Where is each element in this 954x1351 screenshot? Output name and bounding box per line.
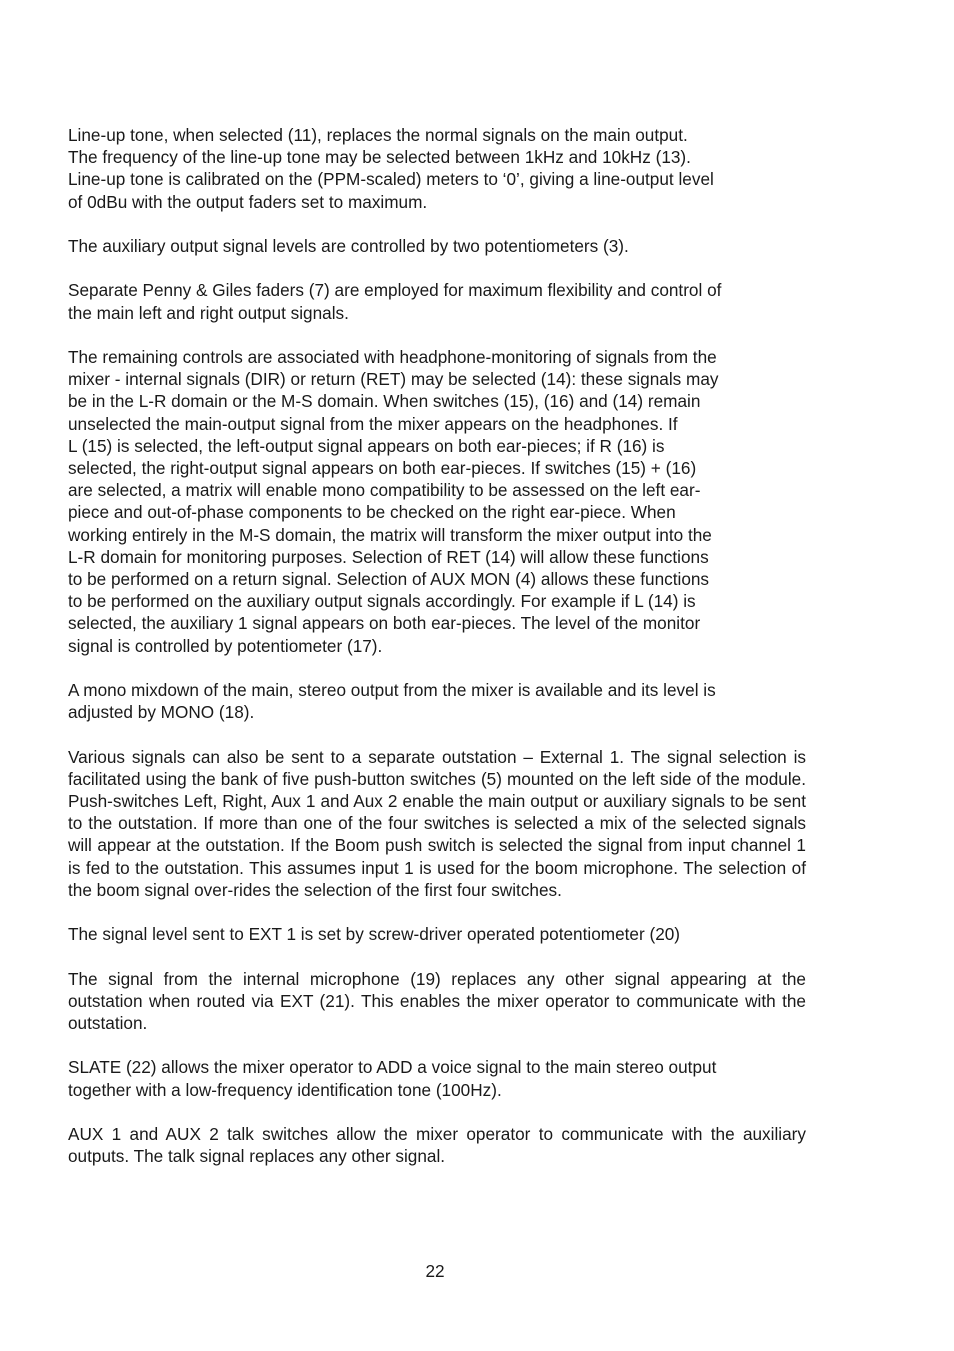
paragraph-talk-switches: AUX 1 and AUX 2 talk switches allow the mixer operator to communicate with the auxiliary outputs. The talk signal replaces any other signal. — [68, 1124, 806, 1167]
paragraph-faders: Separate Penny & Giles faders (7) are employed for maximum flexibility and control of the main left and right output signals. — [68, 280, 722, 323]
paragraph-outstation: Various signals can also be sent to a separate outstation – External 1. The signal selection is facilitated using the bank of five push-button switches (5) mounted on the left side of the module. Push-switches Left, Right, Aux 1 and Aux 2 enable the main output or auxiliary signals to be sent to the outstation. If more than one of the four switches is selected a mix of the selected signals will appear at the outstation. If the Boom push switch is selected the signal from input channel 1 is fed to the outstation. This assumes input 1 is used for the boom microphone. The selection of the boom signal over-rides the selection of the first four switches. — [68, 746, 806, 900]
paragraph-slate: SLATE (22) allows the mixer operator to ADD a voice signal to the main stereo output together with a low-frequency identification tone (100Hz). — [68, 1057, 717, 1100]
paragraph-mono-mixdown: A mono mixdown of the main, stereo output from the mixer is available and its level is adjusted by MONO (18). — [68, 680, 716, 723]
paragraph-internal-microphone: The signal from the internal microphone (19) replaces any other signal appearing at the outstation when routed via EXT (21). This enables the mixer operator to communicate with the outstation. — [68, 968, 806, 1034]
paragraph-auxiliary-levels: The auxiliary output signal levels are controlled by two potentiometers (3). — [68, 236, 629, 256]
document-body — [68, 124, 806, 1190]
paragraph-line-up-tone: Line-up tone, when selected (11), replaces the normal signals on the main output. The frequency of the line-up tone may be selected between 1kHz and 10kHz (13). Line-up tone is calibrated on the (PPM-scaled) meters to ‘0’, giving a line-output level of 0dBu with the output faders set to maximum. — [68, 125, 714, 212]
paragraph-ext1-level: The signal level sent to EXT 1 is set by screw-driver operated potentiometer (20) — [68, 924, 681, 945]
page-number: 22 — [425, 1261, 445, 1281]
paragraph-headphone-monitoring: The remaining controls are associated with headphone-monitoring of signals from the mixer - internal signals (DIR) or return (RET) may be selected (14): these signals may be in the L-R domain or the M-S domain. When switches (15), (16) and (14) remain unselected the main-output signal from the mixer appears on the headphones. If L (15) is selected, the left-output signal appears on both ear-pieces; if R (16) is selected, the right-output signal appears on both ear-pieces. If switches (15) + (16) are selected, a matrix will enable mono compatibility to be assessed on the left ear- piece and out-of-phase components to be checked on the right ear-piece. When working entirely in the M-S domain, the matrix will transform the mixer output into the L-R domain for monitoring purposes. Selection of RET (14) will allow these functions to be performed on a return signal. Selection of AUX MON (4) allows these functions to be performed on the auxiliary output signals accordingly. For example if L (14) is selected, the auxiliary 1 signal appears on both ear-pieces. The level of the monitor signal is controlled by potentiometer (17). — [68, 346, 719, 656]
